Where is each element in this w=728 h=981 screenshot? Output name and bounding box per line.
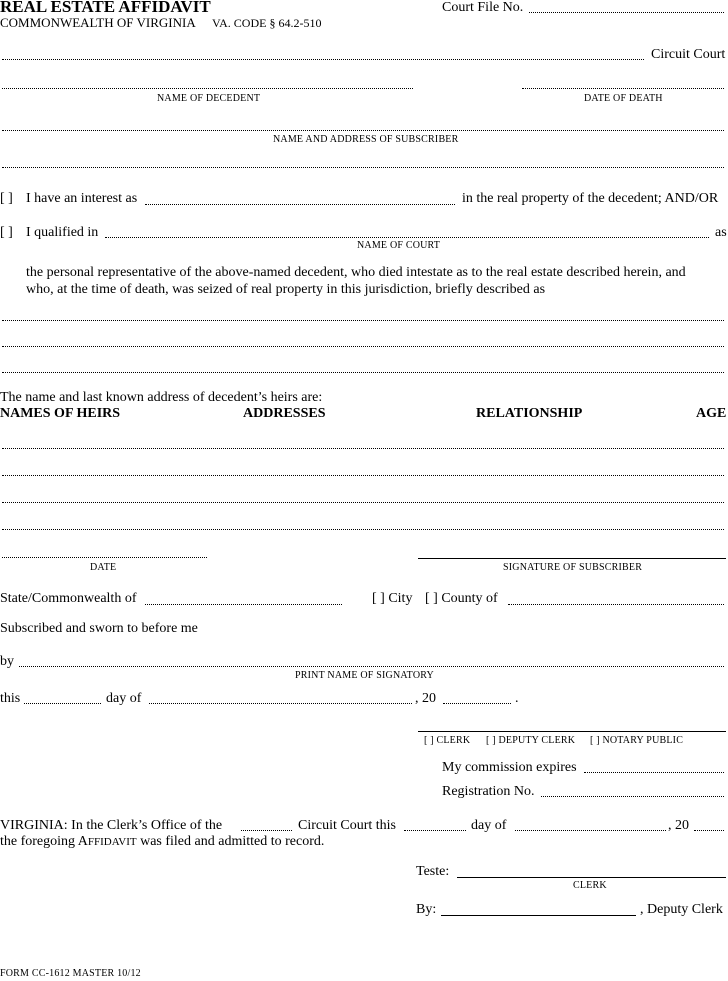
interest-suffix: in the real property of the decedent; AND/OR: [462, 191, 719, 206]
signatory-name-field[interactable]: [19, 666, 724, 667]
heir-row-4[interactable]: [2, 529, 724, 530]
heirs-col-relationship: RELATIONSHIP: [476, 406, 583, 421]
filing-circuit-court-this: Circuit Court this: [298, 818, 396, 833]
state-label: State/Commonwealth of: [0, 591, 137, 606]
subscriber-signature-line[interactable]: [418, 558, 726, 559]
filing-day-field[interactable]: [404, 830, 466, 831]
filing-court-field[interactable]: [241, 830, 292, 831]
name-of-court-label: NAME OF COURT: [357, 240, 441, 251]
interest-checkbox[interactable]: [ ]: [0, 191, 13, 206]
circuit-court-label: Circuit Court: [651, 47, 726, 62]
this-label: this: [0, 691, 21, 706]
qualified-court-field[interactable]: [105, 237, 709, 238]
heirs-col-addresses: ADDRESSES: [243, 406, 326, 421]
month-field[interactable]: [149, 703, 412, 704]
heir-row-1[interactable]: [2, 448, 724, 449]
va-code-reference: VA. CODE § 64.2-510: [212, 16, 322, 30]
filing-month-field[interactable]: [515, 830, 666, 831]
date-of-death-label: DATE OF DEATH: [584, 93, 663, 104]
decedent-name-field[interactable]: [2, 88, 413, 89]
year-field[interactable]: [443, 703, 511, 704]
day-field[interactable]: [24, 703, 101, 704]
qualified-prefix: I qualified in: [26, 225, 99, 240]
heirs-col-age: AGE: [696, 406, 727, 421]
heir-row-2[interactable]: [2, 475, 724, 476]
commonwealth-heading: COMMONWEALTH OF VIRGINIA: [0, 15, 196, 30]
registration-no-label: Registration No.: [442, 784, 535, 799]
by-label: by: [0, 654, 14, 669]
property-description-line-2[interactable]: [2, 346, 724, 347]
filing-day-of: day of: [471, 818, 507, 833]
commission-expires-field[interactable]: [584, 772, 724, 773]
sworn-statement: Subscribed and sworn to before me: [0, 621, 198, 636]
heirs-col-names: NAMES OF HEIRS: [0, 406, 121, 421]
teste-signature-line[interactable]: [457, 877, 726, 878]
state-field[interactable]: [145, 604, 342, 605]
property-description-line-1[interactable]: [2, 320, 724, 321]
name-of-decedent-label: NAME OF DECEDENT: [157, 93, 261, 104]
form-number-footer: FORM CC-1612 MASTER 10/12: [0, 968, 141, 979]
filing-prefix: VIRGINIA: In the Clerk’s Office of the: [0, 818, 223, 833]
deputy-clerk-signature-line[interactable]: [441, 915, 636, 916]
year-prefix: , 20: [415, 691, 436, 706]
print-name-signatory-label: PRINT NAME OF SIGNATORY: [295, 670, 434, 681]
representative-paragraph: the personal representative of the above-named decedent, who died intestate as to the real estate described herein, and who, at the time of death, was seized of real property in this jurisdiction, briefly described as: [26, 265, 686, 297]
subscriber-address-field-2[interactable]: [2, 167, 724, 168]
filing-year-prefix: , 20: [668, 818, 689, 833]
heir-row-3[interactable]: [2, 502, 724, 503]
circuit-court-field[interactable]: [2, 59, 644, 60]
property-description-line-3[interactable]: [2, 372, 724, 373]
filing-year-field[interactable]: [694, 830, 724, 831]
officer-signature-line[interactable]: [418, 731, 726, 732]
interest-capacity-field[interactable]: [145, 204, 455, 205]
filing-line-2: the foregoing AFFIDAVIT was filed and admitted to record.: [0, 834, 325, 849]
clerk-option[interactable]: [ ] CLERK: [424, 735, 471, 746]
day-of-label: day of: [106, 691, 142, 706]
heirs-intro: The name and last known address of decedent’s heirs are:: [0, 390, 323, 405]
registration-no-field[interactable]: [541, 796, 724, 797]
interest-prefix: I have an interest as: [26, 191, 138, 206]
city-county-field[interactable]: [508, 604, 724, 605]
deputy-clerk-option[interactable]: [ ] DEPUTY CLERK: [486, 735, 576, 746]
form-title: REAL ESTATE AFFIDAVIT: [0, 0, 211, 16]
date-field[interactable]: [2, 557, 207, 558]
court-file-label: Court File No.: [442, 0, 524, 15]
qualified-checkbox[interactable]: [ ]: [0, 225, 13, 240]
court-file-number-field[interactable]: [529, 12, 724, 13]
city-checkbox[interactable]: [ ] City: [372, 591, 413, 606]
county-checkbox[interactable]: [ ] County of: [425, 591, 498, 606]
date-label: DATE: [90, 562, 117, 573]
this-line-period: .: [515, 691, 519, 706]
deputy-clerk-suffix: , Deputy Clerk: [640, 902, 723, 917]
teste-clerk-label: CLERK: [573, 880, 607, 891]
date-of-death-field[interactable]: [522, 88, 724, 89]
by-deputy-label: By:: [416, 902, 437, 917]
teste-label: Teste:: [416, 864, 450, 879]
commission-expires-label: My commission expires: [442, 760, 577, 775]
name-address-subscriber-label: NAME AND ADDRESS OF SUBSCRIBER: [273, 134, 459, 145]
qualified-suffix: as: [715, 225, 727, 240]
notary-public-option[interactable]: [ ] NOTARY PUBLIC: [590, 735, 684, 746]
subscriber-name-address-field[interactable]: [2, 130, 724, 131]
signature-subscriber-label: SIGNATURE OF SUBSCRIBER: [503, 562, 643, 573]
